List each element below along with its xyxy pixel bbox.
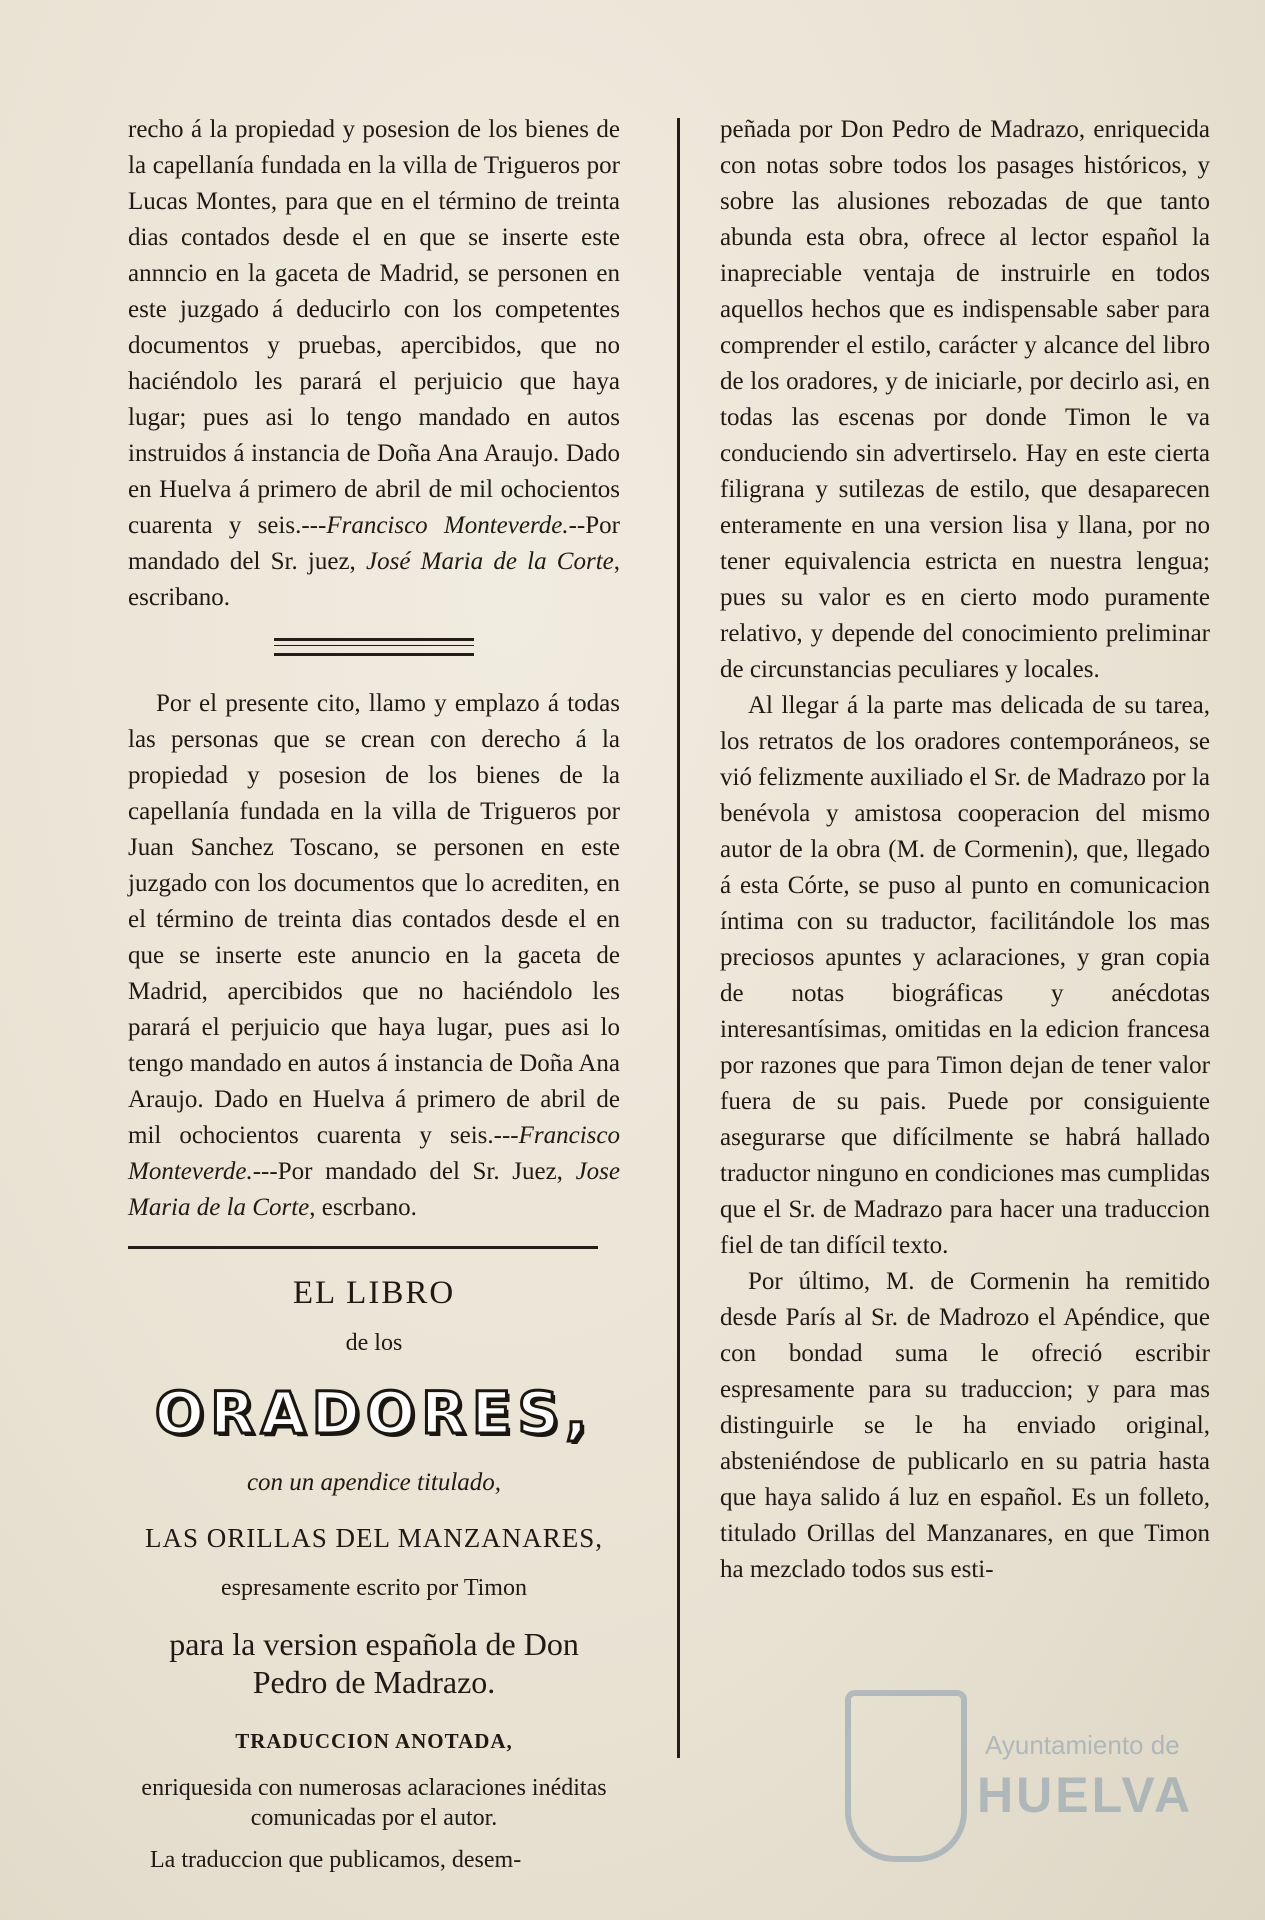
ad-de-los: de los <box>345 1330 403 1356</box>
ad-intro-line: La traduccion que publicamos, desem- <box>150 1847 522 1873</box>
archive-watermark <box>845 1690 1205 1860</box>
ad-traduccion: TRADUCCION ANOTADA, <box>235 1729 513 1753</box>
notice1-signature-clerk: José Maria de la Corte <box>366 548 614 575</box>
ad-apendice: con un apendice titulado, <box>246 1469 502 1496</box>
watermark-line1: Ayuntamiento de <box>985 1730 1180 1760</box>
left-column <box>128 112 620 1877</box>
ad-title-oradores: ORADORES, <box>154 1379 594 1447</box>
coat-of-arms-icon <box>845 1690 967 1862</box>
ad-enriquesida: enriquesida con numerosas aclaraciones inéditas comunicadas por el autor. <box>141 1775 607 1831</box>
ad-espresamente: espresamente escrito por Timon <box>221 1575 527 1601</box>
ad-version: para la version española de Don Pedro de Madrazo. <box>169 1626 579 1700</box>
notice-trigueros-juan-sanchez <box>128 686 620 1226</box>
right-para-2: Al llegar á la parte mas delicada de su tarea, los retratos de los oradores contemporáneos, se vió felizmente auxiliado el Sr. de Madrazo por la benévola y amistosa cooperacion del mismo autor de la obra (M. de Cormenin), que, llegado á esta Córte, se puso al punto en comunicacion íntima con su traductor, facilitándole los mas preciosos apuntes y aclaraciones, y gran copia de notas biográficas y anécdotas interesantísimas, omitidas en la edicion francesa por razones que para Timon dejan de tener valor fuera de su pais. Puede por consiguiente asegurarse que difícilmente se habrá hallado traductor ninguno en condiciones mas cumplidas que el Sr. de Madrazo para hacer una traduccion fiel de tan difícil texto. <box>720 692 1210 1259</box>
right-para-3: Por último, M. de Cormenin ha remitido desde París al Sr. de Madrozo el Apéndice, que con bondad suma le ofreció escribir espresamente para su traduccion; y para mas distinguirle se le ha enviado original, absteniéndose de publicarlo en su patria hasta que haya salido á luz en español. Es un folleto, titulado Orillas del Manzanares, en que Timon ha mezclado todos sus esti- <box>720 1268 1210 1583</box>
ornamental-rule <box>274 638 474 656</box>
notice1-signature-judge: Francisco Monteverde. <box>326 512 569 539</box>
right-column <box>720 112 1210 1588</box>
ad-title-el-libro: EL LIBRO <box>292 1275 456 1311</box>
notice2-body: Por el presente cito, llamo y emplazo á todas las personas que se crean con derecho á la propiedad y posesion de los bienes de la capellanía fundada en la villa de Trigueros por Juan Sanchez Toscano, se personen en este juzgado con los documentos que lo acrediten, en el término de treinta dias contados desde el en que se inserte este anuncio en la gaceta de Madrid, apercibidos que no haciéndolo les parará el perjuicio que haya lugar, pues asi lo tengo mandado en autos á instancia de Doña Ana Araujo. Dado en Huelva á primero de abril de mil ochocientos cuarenta y seis.--- <box>128 690 620 1149</box>
section-rule <box>128 1246 598 1249</box>
notice2-signature-judge: Francisco Monteverde. <box>128 1122 620 1185</box>
right-para-1: peñada por Don Pedro de Madrazo, enriquecida con notas sobre todos los pasages históricos, y sobre las alusiones rebozadas de que tanto abunda esta obra, ofrece al lector español la inapreciable ventaja de instruirle en todos aquellos hechos que es indispensable saber para comprender el estilo, carácter y alcance del libro de los oradores, y de iniciarle, por decirlo asi, en todas las escenas por donde Timon le va conduciendo sin advertirselo. Hay en este cierta filigrana y sutilezas de estilo, que desaparecen enteramente en una version lisa y llana, por no tener equivalencia estricta en nuestra lengua; pues su valor es en cierto modo puramente relativo, y depende del conocimiento preliminar de circunstancias peculiares y locales. <box>720 116 1210 683</box>
notice2-mid: ---Por mandado del Sr. Juez, <box>252 1158 576 1185</box>
ad-orillas: LAS ORILLAS DEL MANZANARES, <box>145 1523 603 1553</box>
notice1-mid: --Por mandado del Sr. juez, <box>128 512 620 575</box>
column-divider <box>677 118 680 1758</box>
notice2-end: , escrbano. <box>309 1194 417 1221</box>
book-advertisement <box>128 1273 620 1877</box>
notice1-body: recho á la propiedad y posesion de los bienes de la capellanía fundada en la villa de Trigueros por Lucas Montes, para que en el término de treinta dias contados desde el en que se inserte este annncio en la gaceta de Madrid, se personen en este juzgado á deducirlo con los competentes documentos y pruebas, apercibidos, que no haciéndolo les parará el perjuicio que haya lugar; pues asi lo tengo mandado en autos instruidos á instancia de Doña Ana Araujo. Dado en Huelva á primero de abril de mil ochocientos cuarenta y seis.--- <box>128 116 620 539</box>
notice2-signature-clerk: Jose Maria de la Corte <box>128 1158 620 1221</box>
notice1-end: , escribano. <box>128 548 620 611</box>
notice-trigueros-lucas-montes <box>128 112 620 616</box>
watermark-line2: HUELVA <box>977 1767 1194 1823</box>
